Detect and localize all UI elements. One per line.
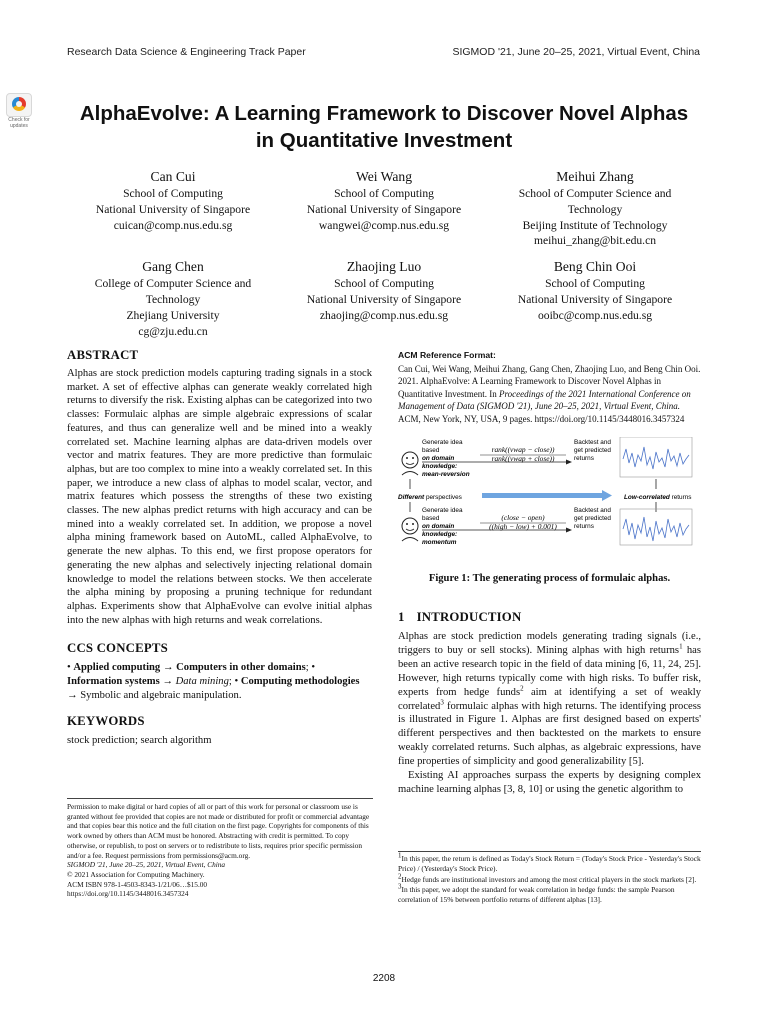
author-email[interactable]: cuican@comp.nus.edu.sg [113,218,233,232]
ccs-arrow: → [67,689,78,701]
figure-1 [398,437,701,565]
top-idea-line: knowledge: [422,463,458,471]
low-correlated-label [624,494,691,501]
bottom-flow-arrowhead [566,528,572,533]
bottom-backtest-line: returns [574,523,594,531]
author-affiliation: National University of Singapore [306,202,462,216]
intro-text: formulaic alphas with high returns. The identifying process is illustrated in Figure 1. Alphas are first designed based on experts' different perspectives and then backtested on the markets to ensure weakly correlated returns. Such alphas, as algebraic expressions, have fine properties of simplicity and good generalizability [5]. [398,700,701,768]
author-email[interactable]: zhaojing@comp.nus.edu.sg [319,308,449,322]
footnote-mark: 1 [398,851,402,860]
author-affiliation: Zhejiang University [126,308,220,322]
author-card [68,168,278,249]
paper-title [56,100,712,154]
returns-word: returns [669,494,692,502]
acm-ref-authors: Can Cui, Wei Wang, Meihui Zhang, Gang Chen, Zhaojing Luo, and Beng Chin Ooi. 2021. AlphaEvolve: A Learning Framework to Discover Novel Alphas in Quantitative Investment. In [398,364,701,399]
acm-reference-heading: ACM Reference Format: [398,350,496,360]
author-affiliation: Technology [145,292,201,306]
introduction-heading [398,610,701,625]
intro-text: Alphas are stock prediction models generating trading signals (i.e., triggers to buy or sell stocks). Mining alphas with high returns [398,631,701,656]
acm-ref-proceedings: Proceedings of the 2021 International Conference on Management of Data (SIGMOD '21), June 20–25, 2021, Virtual Event, China. [398,388,691,412]
top-returns-plot [620,437,692,477]
footnote [398,872,701,885]
left-column [67,348,372,748]
flow-bar-arrowhead [602,490,612,501]
bottom-returns-plot [620,509,692,545]
permission-venue: SIGMOD '21, June 20–25, 2021, Virtual Event, China [67,860,226,870]
author-name: Meihui Zhang [556,169,634,184]
author-affiliation: Beijing Institute of Technology [522,218,668,232]
introduction-body [398,630,701,797]
author-affiliation: School of Computing [545,277,645,291]
top-backtest-line: returns [574,455,594,463]
bottom-backtest-line: get predicted [574,515,611,523]
abstract-heading: ABSTRACT [67,348,139,362]
author-email[interactable]: ooibc@comp.nus.edu.sg [537,308,653,322]
author-row-2 [68,258,700,339]
ccs-separator: ; [228,676,232,688]
ccs-concept: Computing methodologies [240,676,360,688]
running-header-right: SIGMOD '21, June 20–25, 2021, Virtual Event, China [452,46,700,58]
author-email[interactable]: wangwei@comp.nus.edu.sg [318,218,450,232]
ccs-separator: ; [305,662,309,674]
author-card [68,258,278,339]
top-backtest-line: Backtest and [574,439,611,447]
permission-copyright: © 2021 Association for Computing Machinery. [67,869,205,879]
footnotes [398,851,701,906]
bottom-idea-line: knowledge: [422,531,458,539]
intro-text: has been an active research topic in the field of data mining [6, 11, 24, 25]. However, high returns typically come with high risks. To buffer risk, experts from hedge funds [398,644,701,698]
top-idea-line: based [422,447,440,455]
section-title: INTRODUCTION [416,610,522,625]
abstract-text: Alphas are stock prediction models capturing trading signals in a stock market. A set of effective alphas can generate weakly correlated high returns to diversify the risk. Existing alphas can be categorized into two classes: Formulaic alphas are simple algebraic expressions of scalar features, and thus can generalize well and be mined into a weakly correlated set. Machine learning alphas are data-driven models over vector and matrix features. They are more predictive than formulaic alphas, but are too complex to mine into a weakly correlated set. In this paper, we introduce a new class of alphas to model scalar, vector, and matrix features which possess the strengths of these two existing classes. The new alphas predict returns with high accuracy and can be mined into a weakly correlated set. In addition, we propose a novel alpha mining framework based on AutoML, called AlphaEvolve, to generate the new alphas. To this end, we first propose operators for generating the new alphas and selectively injecting relational domain knowledge to model the relations between stocks. We then accelerate the alpha mining by proposing a pruning technique for redundant alphas. Experiments show that AlphaEvolve can evolve initial alphas into the new alphas with high returns and weak correlations. [67,368,372,626]
bottom-idea-line: Generate idea [422,507,463,515]
section-number: 1 [398,610,405,625]
author-affiliation: National University of Singapore [517,292,673,306]
ccs-heading: CCS CONCEPTS [67,641,168,656]
footnote-ref[interactable]: 3 [440,698,444,707]
ccs-arrow: → [162,662,174,674]
different-word: Different [398,494,425,502]
ccs-concept: Information systems [67,676,160,688]
permission-isbn: ACM ISBN 978-1-4503-8343-1/21/06…$15.00 [67,879,208,889]
ccs-concept: Applied computing [73,662,161,674]
author-affiliation: National University of Singapore [95,202,251,216]
author-row-1 [68,168,700,249]
permission-notice [67,798,373,899]
ccs-bullet: • [311,662,316,674]
footnote-mark: 2 [398,872,402,881]
footnote-ref[interactable]: 1 [679,642,683,651]
running-header-left: Research Data Science & Engineering Track Paper [67,46,306,58]
figure-1-caption: Figure 1: The generating process of formulaic alphas. [428,573,671,585]
author-affiliation: Technology [567,202,623,216]
author-affiliation: School of Computing [334,187,434,200]
perspectives-word: perspectives [424,494,462,502]
ccs-arrow: → [162,676,173,688]
author-email[interactable]: cg@zju.edu.cn [138,324,208,338]
footnote-mark: 3 [398,882,402,891]
author-card [490,168,700,249]
footnote [398,882,701,905]
check-for-updates-label: Check for updates [8,117,30,129]
intro-text: aim at identifying a set of weakly correlated [398,686,701,712]
author-affiliation: School of Computing [123,187,223,200]
check-for-updates-badge[interactable] [5,93,33,129]
author-affiliation: School of Computer Science and [518,187,672,200]
top-backtest-line: get predicted [574,447,611,455]
author-block [68,168,700,348]
author-card [279,168,489,249]
intro-paragraph-2: Existing AI approaches surpass the experts by designing complex machine learning alphas [3, 8, 10] or using the genetic algorithm to [398,770,701,795]
keywords-text: stock prediction; search algorithm [67,735,212,747]
check-for-updates-icon [6,93,32,117]
ccs-bullet: • [67,662,71,674]
author-name: Zhaojing Luo [346,259,422,275]
footnote-text: In this paper, we adopt the standard for weak correlation in hedge funds: the sample Pearson correlation of 15% between portfolio returns of different alphas [13]. [398,885,675,905]
author-name: Wei Wang [355,169,413,184]
author-name: Can Cui [150,169,196,184]
footnote-text: Hedge funds are institutional investors and among the most critical players in the stock markets [2]. [401,874,697,884]
permission-doi[interactable]: https://doi.org/10.1145/3448016.3457324 [67,889,189,899]
bottom-idea-line: on domain [422,523,455,531]
ccs-bullet: • [234,676,239,688]
expert-icon-bottom [402,518,418,541]
footnote [398,851,701,874]
ccs-concept: Computers in other domains [176,662,306,674]
author-email[interactable]: meihui_zhang@bit.edu.cn [533,234,657,248]
footnote-text: In this paper, the return is defined as Today's Stock Return = (Today's Stock Price - Yesterday's Stock Price) / (Yesterday's Stock Price). [398,854,701,873]
top-idea-line: Generate idea [422,439,463,447]
author-affiliation: College of Computer Science and [94,277,252,291]
ccs-concept: Data mining [175,676,229,688]
different-perspectives-label [398,494,462,501]
right-column [398,350,701,797]
author-affiliation: School of Computing [334,277,434,291]
intro-paragraph-1 [398,630,701,769]
top-flow-arrowhead [566,460,572,465]
title-line-2: in Quantitative Investment [255,129,513,152]
permission-text: Permission to make digital or hard copies of all or part of this work for personal or classroom use is granted without fee provided that copies are not made or distributed for profit or commercial advantage and that copies bear this notice and the full citation on the first page. Copyrights for components of this work owned by others than ACM must be honored. Abstracting with credit is permitted. To copy otherwise, or republish, to post on servers or to redistribute to lists, requires prior specific permission and/or a fee. Request permissions from permissions@acm.org. [67,802,370,860]
author-card [490,258,700,339]
author-name: Gang Chen [142,259,204,275]
bottom-formula-numerator: (close − open) [501,513,545,523]
bottom-backtest-line: Backtest and [574,507,611,515]
top-formula-denominator: rank((vwap + close)) [491,454,555,464]
footnote-ref[interactable]: 2 [520,684,524,693]
top-idea-line: mean-reversion [422,471,470,479]
expert-icon-top [402,452,418,475]
bottom-idea-line: based [422,515,440,523]
ccs-concepts [67,661,372,702]
acm-reference-text [398,363,701,425]
figure-1-diagram [398,437,701,565]
low-correlated-word: Low-correlated [624,494,670,502]
author-name: Beng Chin Ooi [553,259,637,275]
top-idea-line: on domain [422,455,455,463]
flow-bar [482,493,602,498]
title-line-1: AlphaEvolve: A Learning Framework to Discover Novel Alphas [79,102,689,125]
keywords-heading: KEYWORDS [67,714,145,729]
author-affiliation: National University of Singapore [306,292,462,306]
page-number: 2208 [372,973,396,984]
bottom-formula-denominator: ((high − low) + 0.001) [489,522,557,532]
top-formula-numerator: rank((vwap − close)) [491,445,555,455]
ccs-concept: Symbolic and algebraic manipulation. [80,689,242,701]
author-card [279,258,489,339]
bottom-idea-line: momentum [422,539,457,547]
acm-ref-rest: ACM, New York, NY, USA, 9 pages. https://doi.org/10.1145/3448016.3457324 [398,413,685,424]
